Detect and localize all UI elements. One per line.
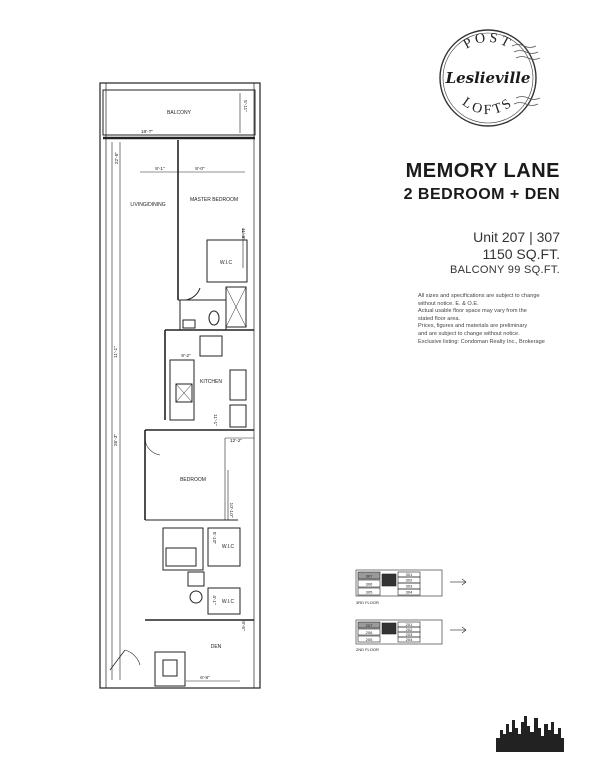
logo-word-lofts: LOFTS [459,94,517,119]
unit-label: 207 [365,623,373,628]
unit-label: 202 [405,627,413,632]
dim-master-height: 11'-8" [240,228,245,240]
logo-word-post: POST [461,30,515,53]
dim-living-width: 8'-1" [155,167,165,172]
dim-den-width: 6'-8" [200,676,210,681]
room-balcony: BALCONY [167,110,191,116]
unit-label: 206 [365,630,373,635]
floor-label: 2ND FLOOR [356,647,379,652]
unit-type: 2 BEDROOM + DEN [403,186,560,203]
room-wic-1: W.I.C [219,260,233,266]
disclaimer-line: and are subject to change without notice. [418,330,520,337]
dim-master-width: 8'-0" [195,167,205,172]
dim-total-a: 11'-1" [114,346,119,358]
logo-word-leslieville: Leslieville [445,69,531,87]
disclaimer [418,293,578,346]
dim-total-b: 26'-3" [114,433,119,447]
dim-bath-height: 5'-10" [211,531,216,545]
dim-kitchen-width: 9'-2" [181,354,191,359]
unit-numbers: Unit 207 | 307 [473,229,560,245]
disclaimer-line: Actual usable floor space may vary from the [418,308,527,315]
disclaimer-line: All sizes and specifications are subject to change [418,293,540,299]
disclaimer-line: stated floor area. [418,315,460,322]
unit-label: 306 [365,581,373,587]
unit-label: 304 [405,589,413,595]
unit-label: 205 [365,637,373,642]
unit-label: 203 [405,632,413,637]
disclaimer-line: without notice. E. & O.E. [418,300,479,307]
dim-bedroom-height: 10'-10" [228,502,233,518]
dim-left-a: 22'-5" [115,151,120,165]
unit-label: 204 [405,637,413,642]
balcony-area: BALCONY 99 SQ.FT. [449,264,560,276]
unit-label: 201 [405,622,413,627]
disclaimer-line: Exclusive listing: Condoman Realty Inc., Brokerage [418,338,545,345]
unit-label: 301 [405,572,413,577]
unit-name: MEMORY LANE [405,160,560,182]
developer-name-line2: DEVELOPMENTS [501,746,559,753]
room-master: MASTER BEDROOM [189,197,239,203]
room-bedroom: BEDROOM [180,477,206,483]
dim-wic3-height: 4'-1" [211,595,216,605]
dim-den-height: 8'-5" [240,621,245,631]
unit-label: 305 [365,589,373,595]
dim-balcony-height: 5'-11" [242,100,247,112]
dim-balcony-width: 18'-7" [140,130,154,135]
disclaimer-line: Prices, figures and materials are preliminary [418,323,528,330]
floor-label: 3RD FLOOR [356,600,379,605]
key-plan-2nd-floor [354,618,474,654]
room-living: LIVING/DINING [130,202,166,208]
room-wic-3: W.I.C [221,599,235,605]
unit-label: 302 [405,577,413,583]
room-den: DEN [210,644,222,650]
unit-area: 1150 SQ.FT. [482,246,560,262]
room-kitchen: KITCHEN [200,379,222,385]
room-wic-2: W.I.C [221,544,235,550]
developer-name-line1: CONDOMAN [509,738,551,745]
dim-bedroom-width: 12'-2" [229,439,243,444]
key-plan-3rd-floor [354,568,474,608]
unit-label: 303 [405,583,413,589]
unit-label: 307 [365,573,373,579]
dim-kitchen-height: 11'-1" [212,414,217,426]
post-leslieville-lofts-logo [436,26,540,130]
